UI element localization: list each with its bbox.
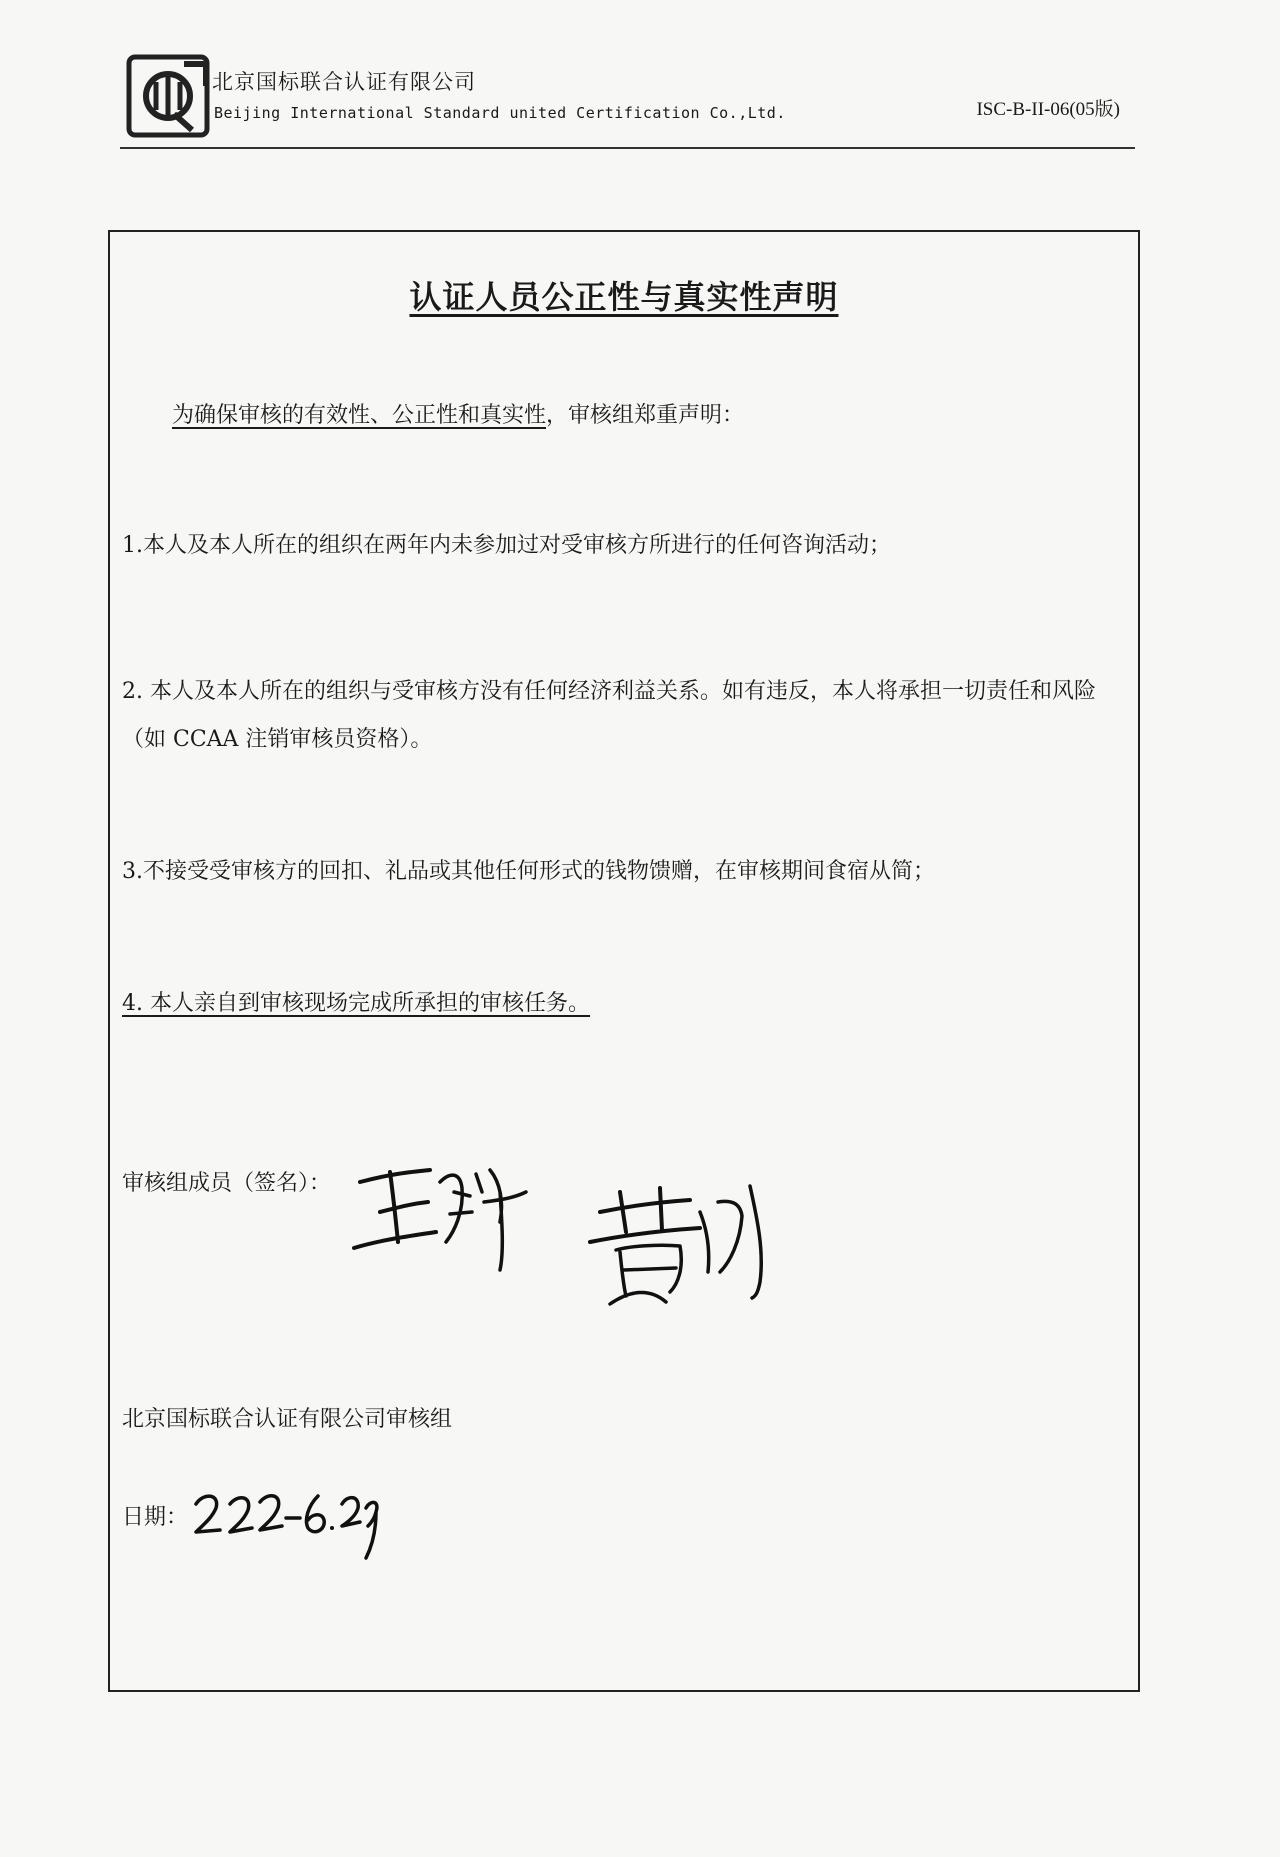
handwritten-date [190, 1482, 380, 1562]
document-title: 认证人员公正性与真实性声明 [409, 278, 839, 316]
signature-label: 审核组成员（签名）： [122, 1171, 332, 1196]
declaration-item-3: 3.不接受受审核方的回扣、礼品或其他任何形式的钱物馈赠，在审核期间食宿从简； [122, 859, 935, 884]
company-name-cn: 北京国标联合认证有限公司 [212, 70, 476, 94]
handwritten-signature-2 [580, 1172, 780, 1312]
intro-paragraph [172, 392, 1118, 440]
document-title-wrap [110, 272, 1138, 318]
declaration-frame [108, 230, 1140, 1692]
company-logo-icon [126, 54, 210, 138]
company-name-en: Beijing International Standard united Certification Co.,Ltd. [214, 104, 786, 122]
date-label: 日期： [122, 1505, 189, 1530]
letterhead [120, 52, 1140, 152]
intro-rest-text: ，审核组郑重声明： [546, 403, 745, 428]
handwritten-signature-1 [350, 1152, 530, 1272]
document-code: ISC-B-II-06(05版) [976, 99, 1120, 120]
declaration-item-1: 1.本人及本人所在的组织在两年内未参加过对受审核方所进行的任何咨询活动； [122, 533, 891, 558]
audit-team-organization: 北京国标联合认证有限公司审核组 [122, 1407, 453, 1432]
header-divider [120, 147, 1135, 149]
declaration-item-4: 4. 本人亲自到审核现场完成所承担的审核任务。 [122, 991, 590, 1016]
declaration-item-2: 2. 本人及本人所在的组织与受审核方没有任何经济利益关系。如有违反，本人将承担一切责任和风险（如 CCAA 注销审核员资格）。 [122, 679, 1096, 752]
intro-underlined-text: 为确保审核的有效性、公正性和真实性 [172, 403, 547, 428]
